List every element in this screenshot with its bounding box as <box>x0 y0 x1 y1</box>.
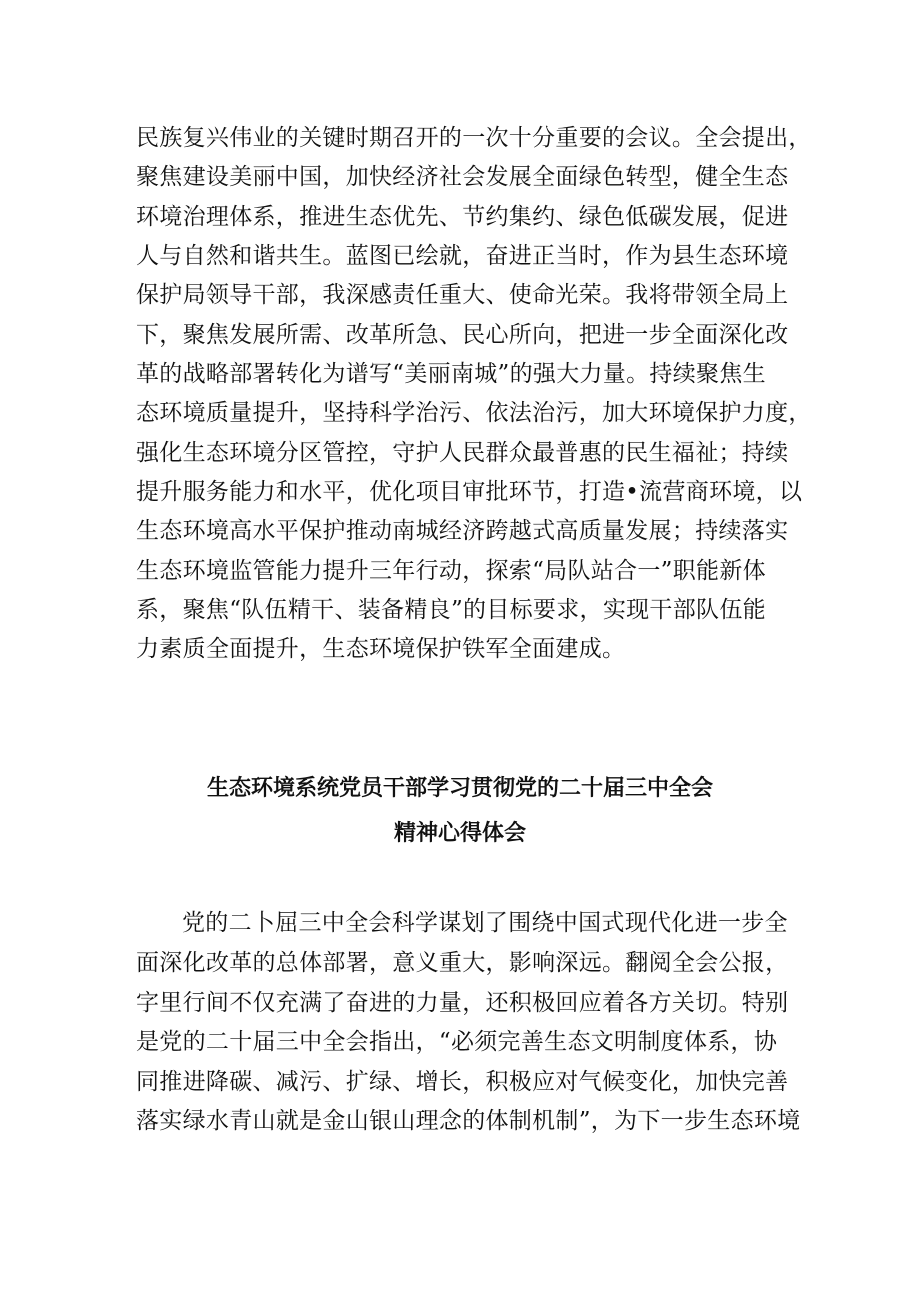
paragraph-line: 同推进降碳、减污、扩绿、增长，积极应对气候变化，加快完善 <box>136 1069 789 1095</box>
paragraph-line: 聚焦建设美丽中国，加快经济社会发展全面绿色转型，健全生态 <box>136 164 789 190</box>
paragraph-line: 提升服务能力和水平，优化项目审批环节，打造•流营商环境，以 <box>136 479 803 505</box>
paragraph-line: 是党的二十届三中全会指出，“必须完善生态文明制度体系，协 <box>136 1029 778 1055</box>
paragraph-line: 生态环境监管能力提升三年行动，探索“局队站合一”职能新体 <box>136 558 766 584</box>
section-title-line-2: 精神心得体会 <box>393 820 526 846</box>
paragraph-line: 力素质全面提升，生态环境保护铁军全面建成。 <box>136 636 626 662</box>
paragraph-line: 环境治理体系，推进生态优先、节约集约、绿色低碳发展，促进 <box>136 204 789 230</box>
paragraph-line: 强化生态环境分区管控，守护人民群众最普惠的民生福祉；持续 <box>136 440 789 466</box>
paragraph-line: 人与自然和谐共生。蓝图已绘就，奋进正当时，作为县生态环境 <box>136 243 789 269</box>
section-title-line-1: 生态环境系统党员干部学习贯彻党的二十届三中全会 <box>206 775 713 801</box>
paragraph-line: 党的二卜屈三中全会科学谋划了围绕中国式现代化进一步全 <box>182 910 788 936</box>
paragraph-line: 态环境质量提升，坚持科学治污、依法治污，加大环境保护力度， <box>136 400 812 426</box>
paragraph-line: 保护局领导干部，我深感责任重大、使命光荣。我将带领全局上 <box>136 282 789 308</box>
paragraph-line: 革的战略部署转化为谱写“美丽南城”的强大力量。持续聚焦生 <box>136 361 766 387</box>
paragraph-line: 下，聚焦发展所需、改革所急、民心所向，把进一步全面深化改 <box>136 322 789 348</box>
paragraph-line: 民族复兴伟业的关键时期召开的一次十分重要的会议。全会提出， <box>136 125 812 151</box>
paragraph-line: 生态环境高水平保护推动南城经济跨越式高质量发展；持续落实 <box>136 518 789 544</box>
paragraph-line: 面深化改革的总体部署，意义重大，影响深远。翻阅全会公报， <box>136 950 789 976</box>
paragraph-line: 字里行间不仅充满了奋进的力量，还积极回应着各方关切。特别 <box>136 990 789 1016</box>
paragraph-line: 系，聚焦“队伍精干、装备精良”的目标要求，实现干部队伍能 <box>136 597 766 623</box>
paragraph-line: 落实绿水青山就是金山银山理念的体制机制”，为下一步生态环境 <box>136 1108 801 1134</box>
